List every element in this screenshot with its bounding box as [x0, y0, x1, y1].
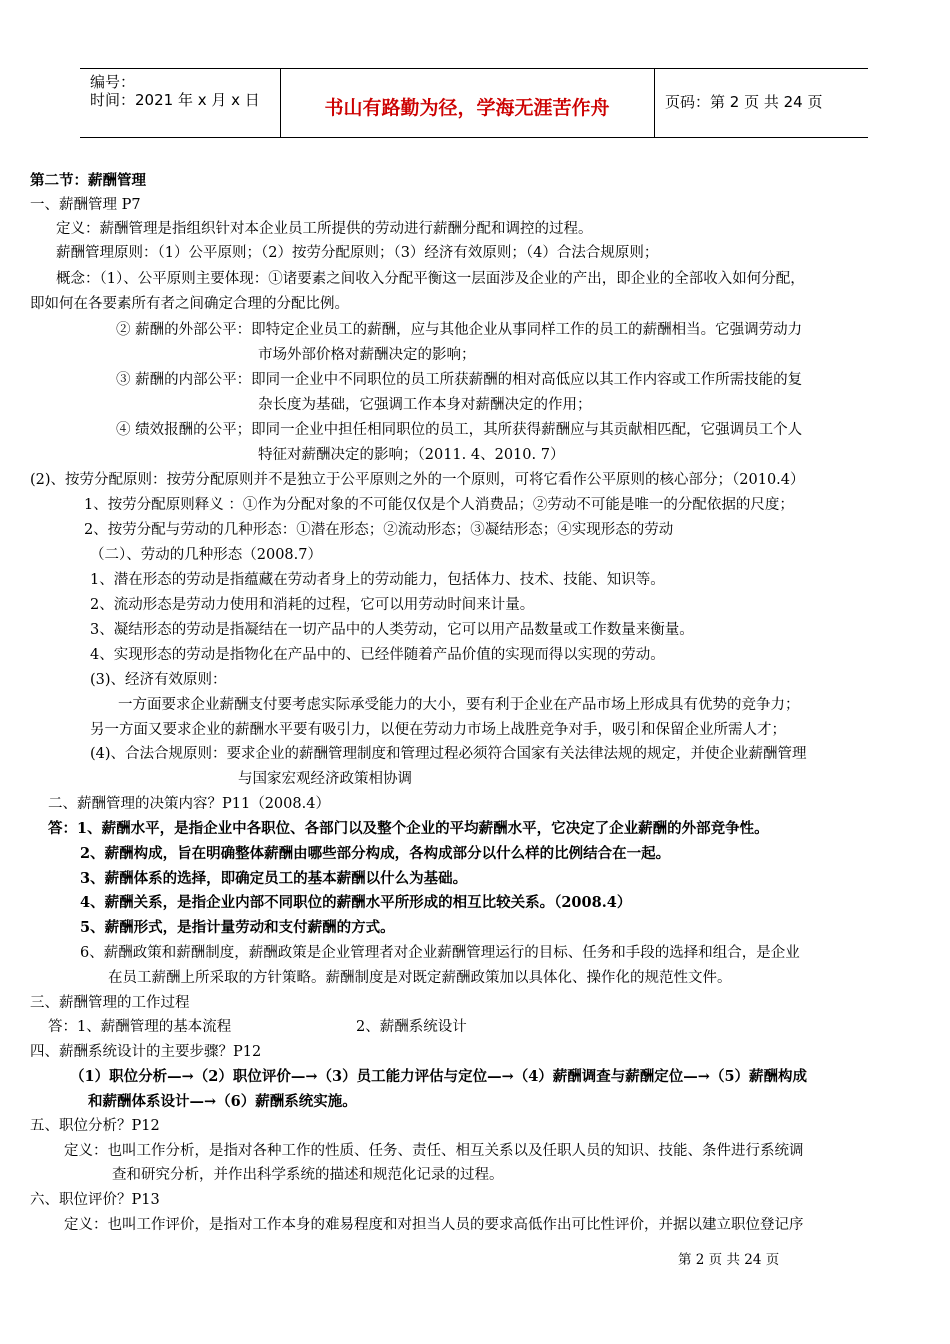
paragraph-line: 3、薪酬体系的选择，即确定员工的基本薪酬以什么为基础。	[80, 870, 468, 887]
paragraph-line: 2、按劳分配与劳动的几种形态：①潜在形态；②流动形态；③凝结形态；④实现形态的劳动	[84, 522, 674, 538]
paragraph-line: 薪酬管理原则：（1）公平原则；（2）按劳分配原则；（3）经济有效原则；（4）合法合规原则；	[56, 245, 659, 261]
paragraph-line: ④ 绩效报酬的公平；即同一企业中担任相同职位的员工，其所获得薪酬应与其贡献相匹配，它强调员工个人	[116, 422, 803, 438]
header-info-cell	[80, 69, 281, 137]
paragraph-line: 1、潜在形态的劳动是指蕴藏在劳动者身上的劳动能力，包括体力、技术、技能、知识等。	[90, 572, 665, 588]
paragraph-line: ③ 薪酬的内部公平：即同一企业中不同职位的员工所获薪酬的相对高低应以其工作内容或工作所需技能的复	[116, 372, 803, 388]
paragraph-line: 4、薪酬关系，是指企业内部不同职位的薪酬水平所形成的相互比较关系。（2008.4）	[80, 894, 632, 911]
paragraph-line: 一方面要求企业薪酬支付要考虑实际承受能力的大小，要有利于企业在产品市场上形成具有优势的竞争力；	[118, 697, 800, 713]
paragraph-line: (3)、经济有效原则：	[90, 672, 227, 688]
paragraph-line: 在员工薪酬上所采取的方针策略。薪酬制度是对既定薪酬政策加以具体化、操作化的规范性文件。	[108, 970, 732, 986]
heading-system-design-steps: 四、薪酬系统设计的主要步骤？P12	[30, 1044, 262, 1060]
header-page-number: 页码：第 2 页 共 24 页	[665, 93, 823, 111]
paragraph-line: 2、薪酬系统设计	[356, 1019, 467, 1035]
heading-job-evaluation: 六、职位评价？P13	[30, 1192, 160, 1208]
document-date: 时间：2021 年 x 月 x 日	[90, 91, 260, 109]
document-number: 编号：	[90, 73, 136, 91]
paragraph-line: 概念：（1）、公平原则主要体现：①诸要素之间收入分配平衡这一层面涉及企业的产出，即企业的全部收入如何分配，	[56, 271, 805, 287]
header-motto-cell	[280, 69, 655, 137]
header-motto: 书山有路勤为径，学海无涯苦作舟	[324, 97, 610, 119]
heading-job-analysis: 五、职位分析？P12	[30, 1118, 160, 1134]
paragraph-line: ② 薪酬的外部公平：即特定企业员工的薪酬，应与其他企业从事同样工作的员工的薪酬相当。它强调劳动力	[116, 322, 803, 338]
paragraph-line: 答：1、薪酬水平，是指企业中各职位、各部门以及整个企业的平均薪酬水平，它决定了企业薪酬的外部竞争性。	[48, 820, 769, 837]
paragraph-line: 3、凝结形态的劳动是指凝结在一切产品中的人类劳动，它可以用产品数量或工作数量来衡量。	[90, 622, 694, 638]
paragraph-line: 2、流动形态是劳动力使用和消耗的过程，它可以用劳动时间来计量。	[90, 597, 535, 613]
paragraph-line: 5、薪酬形式，是指计量劳动和支付薪酬的方式。	[80, 919, 395, 936]
section-title: 第二节：薪酬管理	[30, 172, 146, 189]
paragraph-line: （二）、劳动的几种形态（2008.7）	[90, 547, 322, 563]
paragraph-line: 另一方面又要求企业的薪酬水平要有吸引力，以便在劳动力市场上战胜竞争对手，吸引和保留企业所需人才；	[90, 722, 786, 738]
document-header	[80, 68, 868, 138]
paragraph-line: 特征对薪酬决定的影响；（2011. 4、2010. 7）	[258, 447, 565, 463]
paragraph-line: 答：1、薪酬管理的基本流程	[48, 1019, 232, 1035]
paragraph-line: 和薪酬体系设计—→（6）薪酬系统实施。	[88, 1093, 357, 1110]
paragraph-line: 2、薪酬构成，旨在明确整体薪酬由哪些部分构成，各构成部分以什么样的比例结合在一起。	[80, 845, 671, 862]
heading-work-process: 三、薪酬管理的工作过程	[30, 995, 190, 1011]
paragraph-line: 与国家宏观经济政策相协调	[238, 771, 412, 787]
heading-salary-management: 一、薪酬管理 P7	[30, 197, 141, 213]
paragraph-line: 即如何在各要素所有者之间确定合理的分配比例。	[30, 296, 349, 312]
paragraph-line: (2)、按劳分配原则：按劳分配原则并不是独立于公平原则之外的一个原则，可将它看作公平原则的核心部分；（2010.4）	[30, 472, 805, 488]
paragraph-line: 查和研究分析，并作出科学系统的描述和规范化记录的过程。	[112, 1167, 504, 1183]
paragraph-line: （1）职位分析—→（2）职位评价—→（3）员工能力评估与定位—→（4）薪酬调查与薪酬定位—→（5）薪酬构成	[70, 1068, 808, 1085]
paragraph-line: 1、按劳分配原则释义 ：①作为分配对象的不可能仅仅是个人消费品；②劳动不可能是唯一的分配依据的尺度；	[84, 497, 794, 513]
header-page-cell	[655, 69, 868, 137]
paragraph-line: 定义：也叫工作评价，是指对工作本身的难易程度和对担当人员的要求高低作出可比性评价，并据以建立职位登记序	[64, 1217, 804, 1233]
paragraph-line: (4)、合法合规原则：要求企业的薪酬管理制度和管理过程必须符合国家有关法律法规的规定，并使企业薪酬管理	[90, 746, 807, 762]
paragraph-line: 杂长度为基础，它强调工作本身对薪酬决定的作用；	[258, 397, 592, 413]
heading-decision-content: 二、薪酬管理的决策内容？P11（2008.4）	[48, 796, 330, 812]
paragraph-line: 定义：也叫工作分析，是指对各种工作的性质、任务、责任、相互关系以及任职人员的知识、技能、条件进行系统调	[64, 1143, 804, 1159]
paragraph-line: 市场外部价格对薪酬决定的影响；	[258, 347, 476, 363]
paragraph-line: 4、实现形态的劳动是指物化在产品中的、已经伴随着产品价值的实现而得以实现的劳动。	[90, 647, 665, 663]
paragraph-line: 定义：薪酬管理是指组织针对本企业员工所提供的劳动进行薪酬分配和调控的过程。	[56, 221, 593, 237]
paragraph-line: 6、薪酬政策和薪酬制度，薪酬政策是企业管理者对企业薪酬管理运行的目标、任务和手段的选择和组合，是企业	[80, 945, 800, 961]
page-footer: 第 2 页 共 24 页	[678, 1252, 780, 1268]
